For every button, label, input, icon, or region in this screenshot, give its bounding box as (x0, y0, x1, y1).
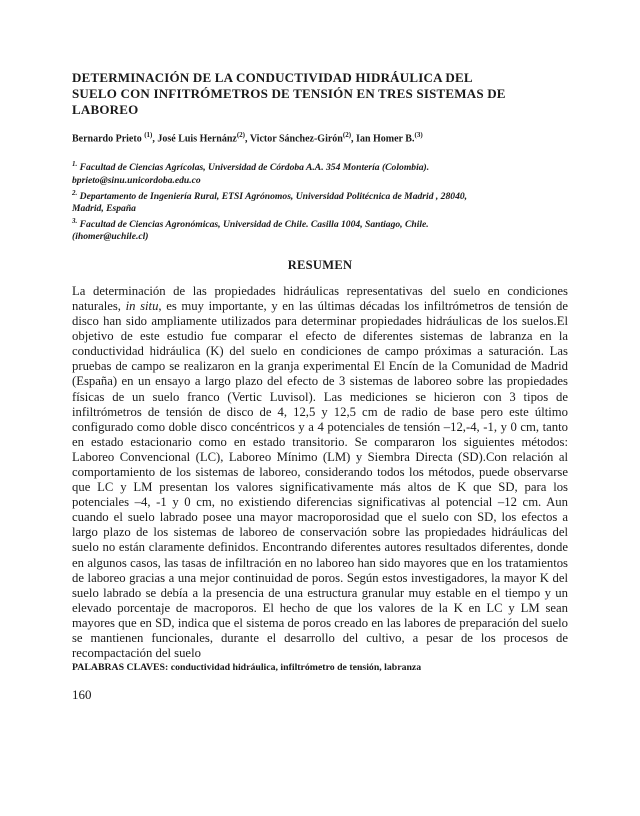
authors-line (72, 129, 568, 145)
title-line-3: LABOREO (72, 102, 139, 117)
author-name: , José Luis Hernánz (152, 133, 237, 145)
affiliation-2-line-2: Madrid, España (72, 202, 136, 214)
author-affiliation-marker: (2) (236, 131, 245, 139)
affiliation-3-line-2: (ihomer@uchile.cl) (72, 230, 149, 242)
abstract-text: La determinación de las propiedades hidráulicas representativas del suelo en condiciones naturales, (72, 283, 568, 313)
author-affiliation-marker: (2) (342, 131, 352, 139)
abstract-text: , es muy importante, y en las últimas décadas los infiltrómetros de tensión de disco han sido ampliamente utilizados para determinar propiedades hidráulicas de los suelos.El objetivo de este estudio fue comparar el efecto de diferentes sistemas de labranza en la conductividad hidráulica (K) del suelo en condiciones de campo próximas a saturación. Las pruebas de campo se realizaron en la granja experimental El Encín de la Comunidad de Madrid (España) en un ensayo a largo plazo del efecto de 3 sistemas de laboreo sobre las propiedades físicas de un suelo franco (Vertic Luvisol). Las mediciones se hicieron con 3 tipos de infiltrómetros de tensión de disco de 4, 12,5 y 12,5 cm de radio de base pero este último configurado como doble disco concéntricos y a 4 potenciales de tensión –12,-4, -1, y 0 cm, tanto en estado estacionario como en estado transitorio. Se compararon los siguientes métodos: Laboreo Convencional (LC), Laboreo Mínimo (LM) y Siembra Directa (SD).Con relación al comportamiento de los sistemas de laboreo, considerando todos los métodos, puede observarse que LC y LM presentan los valores significativamente más altos de K que SD, para los potenciales –4, -1 y 0 cm, no existiendo diferencias significativas al potencial –12 cm. Aun cuando el suelo labrado posee una mayor macroporosidad que el suelo con SD, los efectos a largo plazo de los sistemas de laboreo de conservación sobre las propiedades hidráulicas del suelo no están claramente definidos. Encontrando diferentes autores resultados diferentes, donde en algunos casos, las tasas de infiltración en no laboreo han sido mayores que en los tratamientos de laboreo gracias a una mejor continuidad de poros. Según estos investigadores, la mayor K del suelo labrado se debía a la presencia de una estructura granular muy estable en el tiempo y un elevado porcentaje de macroporos. El hecho de que los valores de la K en LC y LM sean mayores que en SD, indica que el sistema de poros creado en las labores de preparación del suelo se mantienen funcionales, durante el desarrollo del cultivo, a pesar de los procesos de recompactación del suelo (72, 298, 569, 661)
author-name: , Ian Homer B. (351, 133, 415, 145)
author-name: , Victor Sánchez-Girón (245, 133, 343, 145)
affiliations-block (72, 158, 568, 243)
title-line-1: DETERMINACIÓN DE LA CONDUCTIVIDAD HIDRÁULICA DEL (72, 70, 473, 85)
affiliation-3-line-1 (72, 215, 568, 231)
paper-title (72, 70, 568, 118)
author-name: Bernardo Prieto (72, 133, 145, 145)
keywords-line: PALABRAS CLAVES: conductividad hidráulica, infiltrómetro de tensión, labranza (72, 662, 422, 674)
affiliation-text: Facultad de Ciencias Agrícolas, Universidad de Córdoba A.A. 354 Montería (Colombia). (79, 162, 430, 174)
affiliation-marker: 1. (72, 160, 78, 169)
section-heading-resumen: RESUMEN (287, 257, 353, 272)
affiliation-marker: 3. (72, 216, 78, 225)
abstract-italic-term: in situ (125, 298, 159, 313)
affiliation-text: Facultad de Ciencias Agronómicas, Universidad de Chile. Casilla 1004, Santiago, Chile. (79, 218, 429, 230)
affiliation-1-line-2: bprieto@sinu.unicordoba.edu.co (72, 174, 201, 186)
title-line-2: SUELO CON INFITRÓMETROS DE TENSIÓN EN TRES SISTEMAS DE (72, 86, 506, 101)
affiliation-1-line-1 (72, 158, 568, 174)
abstract-paragraph (72, 284, 568, 661)
author-affiliation-marker: (1) (144, 131, 153, 139)
affiliation-2-line-1 (72, 187, 568, 203)
page-number: 160 (72, 687, 92, 703)
affiliation-text: Departamento de Ingeniería Rural, ETSI Agrónomos, Universidad Politécnica de Madrid , 28040, (79, 190, 468, 202)
author-affiliation-marker: (3) (414, 131, 423, 139)
affiliation-marker: 2. (72, 188, 78, 197)
